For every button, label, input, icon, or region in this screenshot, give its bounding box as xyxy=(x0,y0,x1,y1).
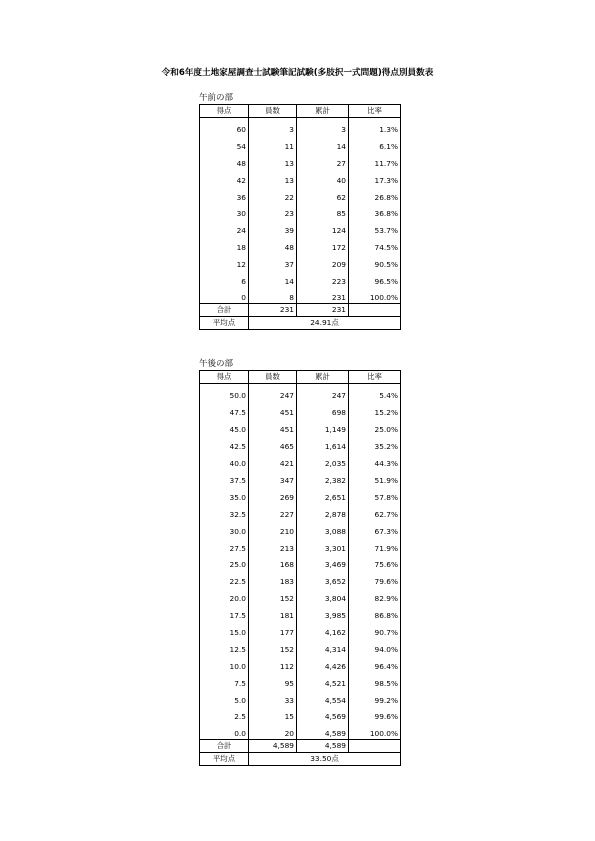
table-row xyxy=(200,219,401,236)
column-header-score: 得点 xyxy=(200,371,249,384)
cell-ratio: 53.7% xyxy=(349,219,401,236)
cell-ratio: 6.1% xyxy=(349,135,401,152)
cell-score: 7.5 xyxy=(200,671,249,688)
cell-count: 48 xyxy=(249,236,297,253)
total-label: 合計 xyxy=(200,739,249,752)
cell-cumulative: 40 xyxy=(297,168,349,185)
cell-score: 12.5 xyxy=(200,637,249,654)
cell-cumulative: 27 xyxy=(297,152,349,169)
cell-score: 36 xyxy=(200,185,249,202)
cell-score: 10.0 xyxy=(200,654,249,671)
cell-count: 168 xyxy=(249,553,297,570)
cell-score: 48 xyxy=(200,152,249,169)
total-count: 4,589 xyxy=(249,739,297,752)
cell-score: 15.0 xyxy=(200,620,249,637)
cell-ratio: 36.8% xyxy=(349,202,401,219)
table-row xyxy=(200,671,401,688)
total-cumulative: 4,589 xyxy=(297,739,349,752)
cell-ratio: 96.5% xyxy=(349,269,401,286)
table-row xyxy=(200,502,401,519)
cell-ratio: 51.9% xyxy=(349,468,401,485)
cell-cumulative: 2,035 xyxy=(297,452,349,469)
table-row xyxy=(200,468,401,485)
afternoon-table-body xyxy=(200,384,401,740)
cell-ratio: 90.5% xyxy=(349,252,401,269)
average-label: 平均点 xyxy=(200,316,249,329)
cell-ratio: 86.8% xyxy=(349,604,401,621)
table-row xyxy=(200,118,401,135)
table-row xyxy=(200,705,401,722)
cell-ratio: 62.7% xyxy=(349,502,401,519)
column-header-ratio: 比率 xyxy=(349,105,401,118)
average-value: 24.91点 xyxy=(249,316,401,329)
cell-ratio: 96.4% xyxy=(349,654,401,671)
afternoon-total-row xyxy=(200,739,401,752)
cell-ratio: 57.8% xyxy=(349,485,401,502)
cell-cumulative: 223 xyxy=(297,269,349,286)
morning-table-body xyxy=(200,118,401,304)
cell-count: 227 xyxy=(249,502,297,519)
cell-count: 95 xyxy=(249,671,297,688)
cell-score: 42.5 xyxy=(200,435,249,452)
morning-section-label: 午前の部 xyxy=(199,93,234,103)
cell-cumulative: 4,589 xyxy=(297,722,349,739)
table-row xyxy=(200,485,401,502)
cell-score: 0.0 xyxy=(200,722,249,739)
table-row xyxy=(200,286,401,303)
cell-ratio: 1.3% xyxy=(349,118,401,135)
cell-cumulative: 3,652 xyxy=(297,570,349,587)
cell-cumulative: 4,554 xyxy=(297,688,349,705)
cell-count: 11 xyxy=(249,135,297,152)
cell-cumulative: 247 xyxy=(297,384,349,401)
total-ratio-empty xyxy=(349,739,401,752)
morning-score-table xyxy=(199,104,401,330)
document-title: 令和6年度土地家屋調査士試験筆記試験(多肢択一式問題)得点別員数表 xyxy=(161,68,434,78)
cell-ratio: 26.8% xyxy=(349,185,401,202)
cell-count: 13 xyxy=(249,152,297,169)
cell-cumulative: 124 xyxy=(297,219,349,236)
cell-count: 247 xyxy=(249,384,297,401)
total-ratio-empty xyxy=(349,303,401,316)
cell-ratio: 75.6% xyxy=(349,553,401,570)
cell-score: 18 xyxy=(200,236,249,253)
cell-cumulative: 3,804 xyxy=(297,587,349,604)
table-row xyxy=(200,401,401,418)
cell-cumulative: 209 xyxy=(297,252,349,269)
total-cumulative: 231 xyxy=(297,303,349,316)
cell-score: 60 xyxy=(200,118,249,135)
cell-count: 39 xyxy=(249,219,297,236)
cell-count: 112 xyxy=(249,654,297,671)
average-label: 平均点 xyxy=(200,752,249,765)
cell-cumulative: 2,878 xyxy=(297,502,349,519)
column-header-count: 員数 xyxy=(249,371,297,384)
cell-ratio: 71.9% xyxy=(349,536,401,553)
cell-ratio: 15.2% xyxy=(349,401,401,418)
table-row xyxy=(200,152,401,169)
cell-ratio: 90.7% xyxy=(349,620,401,637)
cell-ratio: 99.6% xyxy=(349,705,401,722)
cell-cumulative: 3 xyxy=(297,118,349,135)
table-row xyxy=(200,553,401,570)
cell-count: 451 xyxy=(249,401,297,418)
table-row xyxy=(200,637,401,654)
column-header-ratio: 比率 xyxy=(349,371,401,384)
cell-cumulative: 14 xyxy=(297,135,349,152)
morning-total-row xyxy=(200,303,401,316)
cell-score: 6 xyxy=(200,269,249,286)
cell-score: 35.0 xyxy=(200,485,249,502)
cell-score: 12 xyxy=(200,252,249,269)
cell-count: 20 xyxy=(249,722,297,739)
cell-score: 27.5 xyxy=(200,536,249,553)
cell-score: 37.5 xyxy=(200,468,249,485)
table-row xyxy=(200,418,401,435)
cell-score: 24 xyxy=(200,219,249,236)
cell-ratio: 44.3% xyxy=(349,452,401,469)
total-count: 231 xyxy=(249,303,297,316)
cell-score: 17.5 xyxy=(200,604,249,621)
cell-cumulative: 3,301 xyxy=(297,536,349,553)
cell-count: 152 xyxy=(249,587,297,604)
cell-count: 269 xyxy=(249,485,297,502)
cell-count: 14 xyxy=(249,269,297,286)
cell-score: 45.0 xyxy=(200,418,249,435)
cell-score: 0 xyxy=(200,286,249,303)
cell-cumulative: 698 xyxy=(297,401,349,418)
total-label: 合計 xyxy=(200,303,249,316)
column-header-cumulative: 累計 xyxy=(297,105,349,118)
table-header-row xyxy=(200,371,401,384)
cell-count: 181 xyxy=(249,604,297,621)
cell-cumulative: 4,521 xyxy=(297,671,349,688)
cell-cumulative: 2,382 xyxy=(297,468,349,485)
cell-count: 15 xyxy=(249,705,297,722)
cell-count: 177 xyxy=(249,620,297,637)
afternoon-score-table xyxy=(199,370,401,766)
cell-cumulative: 3,985 xyxy=(297,604,349,621)
cell-cumulative: 4,569 xyxy=(297,705,349,722)
afternoon-section-label: 午後の部 xyxy=(199,359,234,369)
cell-count: 465 xyxy=(249,435,297,452)
cell-ratio: 35.2% xyxy=(349,435,401,452)
cell-score: 47.5 xyxy=(200,401,249,418)
cell-cumulative: 231 xyxy=(297,286,349,303)
cell-ratio: 74.5% xyxy=(349,236,401,253)
table-row xyxy=(200,252,401,269)
cell-cumulative: 2,651 xyxy=(297,485,349,502)
cell-score: 30 xyxy=(200,202,249,219)
table-row xyxy=(200,587,401,604)
table-row xyxy=(200,269,401,286)
cell-ratio: 25.0% xyxy=(349,418,401,435)
cell-ratio: 98.5% xyxy=(349,671,401,688)
table-row xyxy=(200,435,401,452)
table-row xyxy=(200,168,401,185)
cell-score: 42 xyxy=(200,168,249,185)
table-row xyxy=(200,604,401,621)
cell-ratio: 5.4% xyxy=(349,384,401,401)
table-row xyxy=(200,688,401,705)
table-row xyxy=(200,135,401,152)
cell-score: 25.0 xyxy=(200,553,249,570)
cell-ratio: 11.7% xyxy=(349,152,401,169)
cell-count: 183 xyxy=(249,570,297,587)
cell-count: 13 xyxy=(249,168,297,185)
column-header-count: 員数 xyxy=(249,105,297,118)
cell-cumulative: 4,162 xyxy=(297,620,349,637)
cell-score: 32.5 xyxy=(200,502,249,519)
cell-score: 30.0 xyxy=(200,519,249,536)
cell-ratio: 94.0% xyxy=(349,637,401,654)
column-header-cumulative: 累計 xyxy=(297,371,349,384)
cell-count: 8 xyxy=(249,286,297,303)
cell-cumulative: 172 xyxy=(297,236,349,253)
cell-count: 213 xyxy=(249,536,297,553)
cell-count: 3 xyxy=(249,118,297,135)
table-row xyxy=(200,185,401,202)
table-row xyxy=(200,236,401,253)
table-row xyxy=(200,202,401,219)
cell-count: 23 xyxy=(249,202,297,219)
cell-score: 40.0 xyxy=(200,452,249,469)
cell-cumulative: 1,614 xyxy=(297,435,349,452)
cell-ratio: 100.0% xyxy=(349,286,401,303)
cell-ratio: 79.6% xyxy=(349,570,401,587)
table-row xyxy=(200,536,401,553)
column-header-score: 得点 xyxy=(200,105,249,118)
cell-count: 37 xyxy=(249,252,297,269)
cell-score: 2.5 xyxy=(200,705,249,722)
cell-count: 210 xyxy=(249,519,297,536)
table-row xyxy=(200,384,401,401)
table-row xyxy=(200,654,401,671)
cell-count: 22 xyxy=(249,185,297,202)
cell-cumulative: 3,469 xyxy=(297,553,349,570)
cell-cumulative: 85 xyxy=(297,202,349,219)
cell-score: 50.0 xyxy=(200,384,249,401)
table-header-row xyxy=(200,105,401,118)
average-value: 33.50点 xyxy=(249,752,401,765)
cell-ratio: 17.3% xyxy=(349,168,401,185)
cell-score: 5.0 xyxy=(200,688,249,705)
cell-count: 152 xyxy=(249,637,297,654)
morning-average-row xyxy=(200,316,401,329)
cell-score: 20.0 xyxy=(200,587,249,604)
cell-ratio: 82.9% xyxy=(349,587,401,604)
table-row xyxy=(200,722,401,739)
cell-score: 22.5 xyxy=(200,570,249,587)
table-row xyxy=(200,452,401,469)
table-row xyxy=(200,620,401,637)
cell-count: 421 xyxy=(249,452,297,469)
cell-cumulative: 62 xyxy=(297,185,349,202)
table-row xyxy=(200,519,401,536)
cell-count: 451 xyxy=(249,418,297,435)
cell-cumulative: 4,426 xyxy=(297,654,349,671)
cell-ratio: 100.0% xyxy=(349,722,401,739)
cell-cumulative: 3,088 xyxy=(297,519,349,536)
cell-cumulative: 1,149 xyxy=(297,418,349,435)
cell-score: 54 xyxy=(200,135,249,152)
cell-count: 347 xyxy=(249,468,297,485)
cell-ratio: 99.2% xyxy=(349,688,401,705)
cell-ratio: 67.3% xyxy=(349,519,401,536)
afternoon-average-row xyxy=(200,752,401,765)
table-row xyxy=(200,570,401,587)
cell-cumulative: 4,314 xyxy=(297,637,349,654)
cell-count: 33 xyxy=(249,688,297,705)
